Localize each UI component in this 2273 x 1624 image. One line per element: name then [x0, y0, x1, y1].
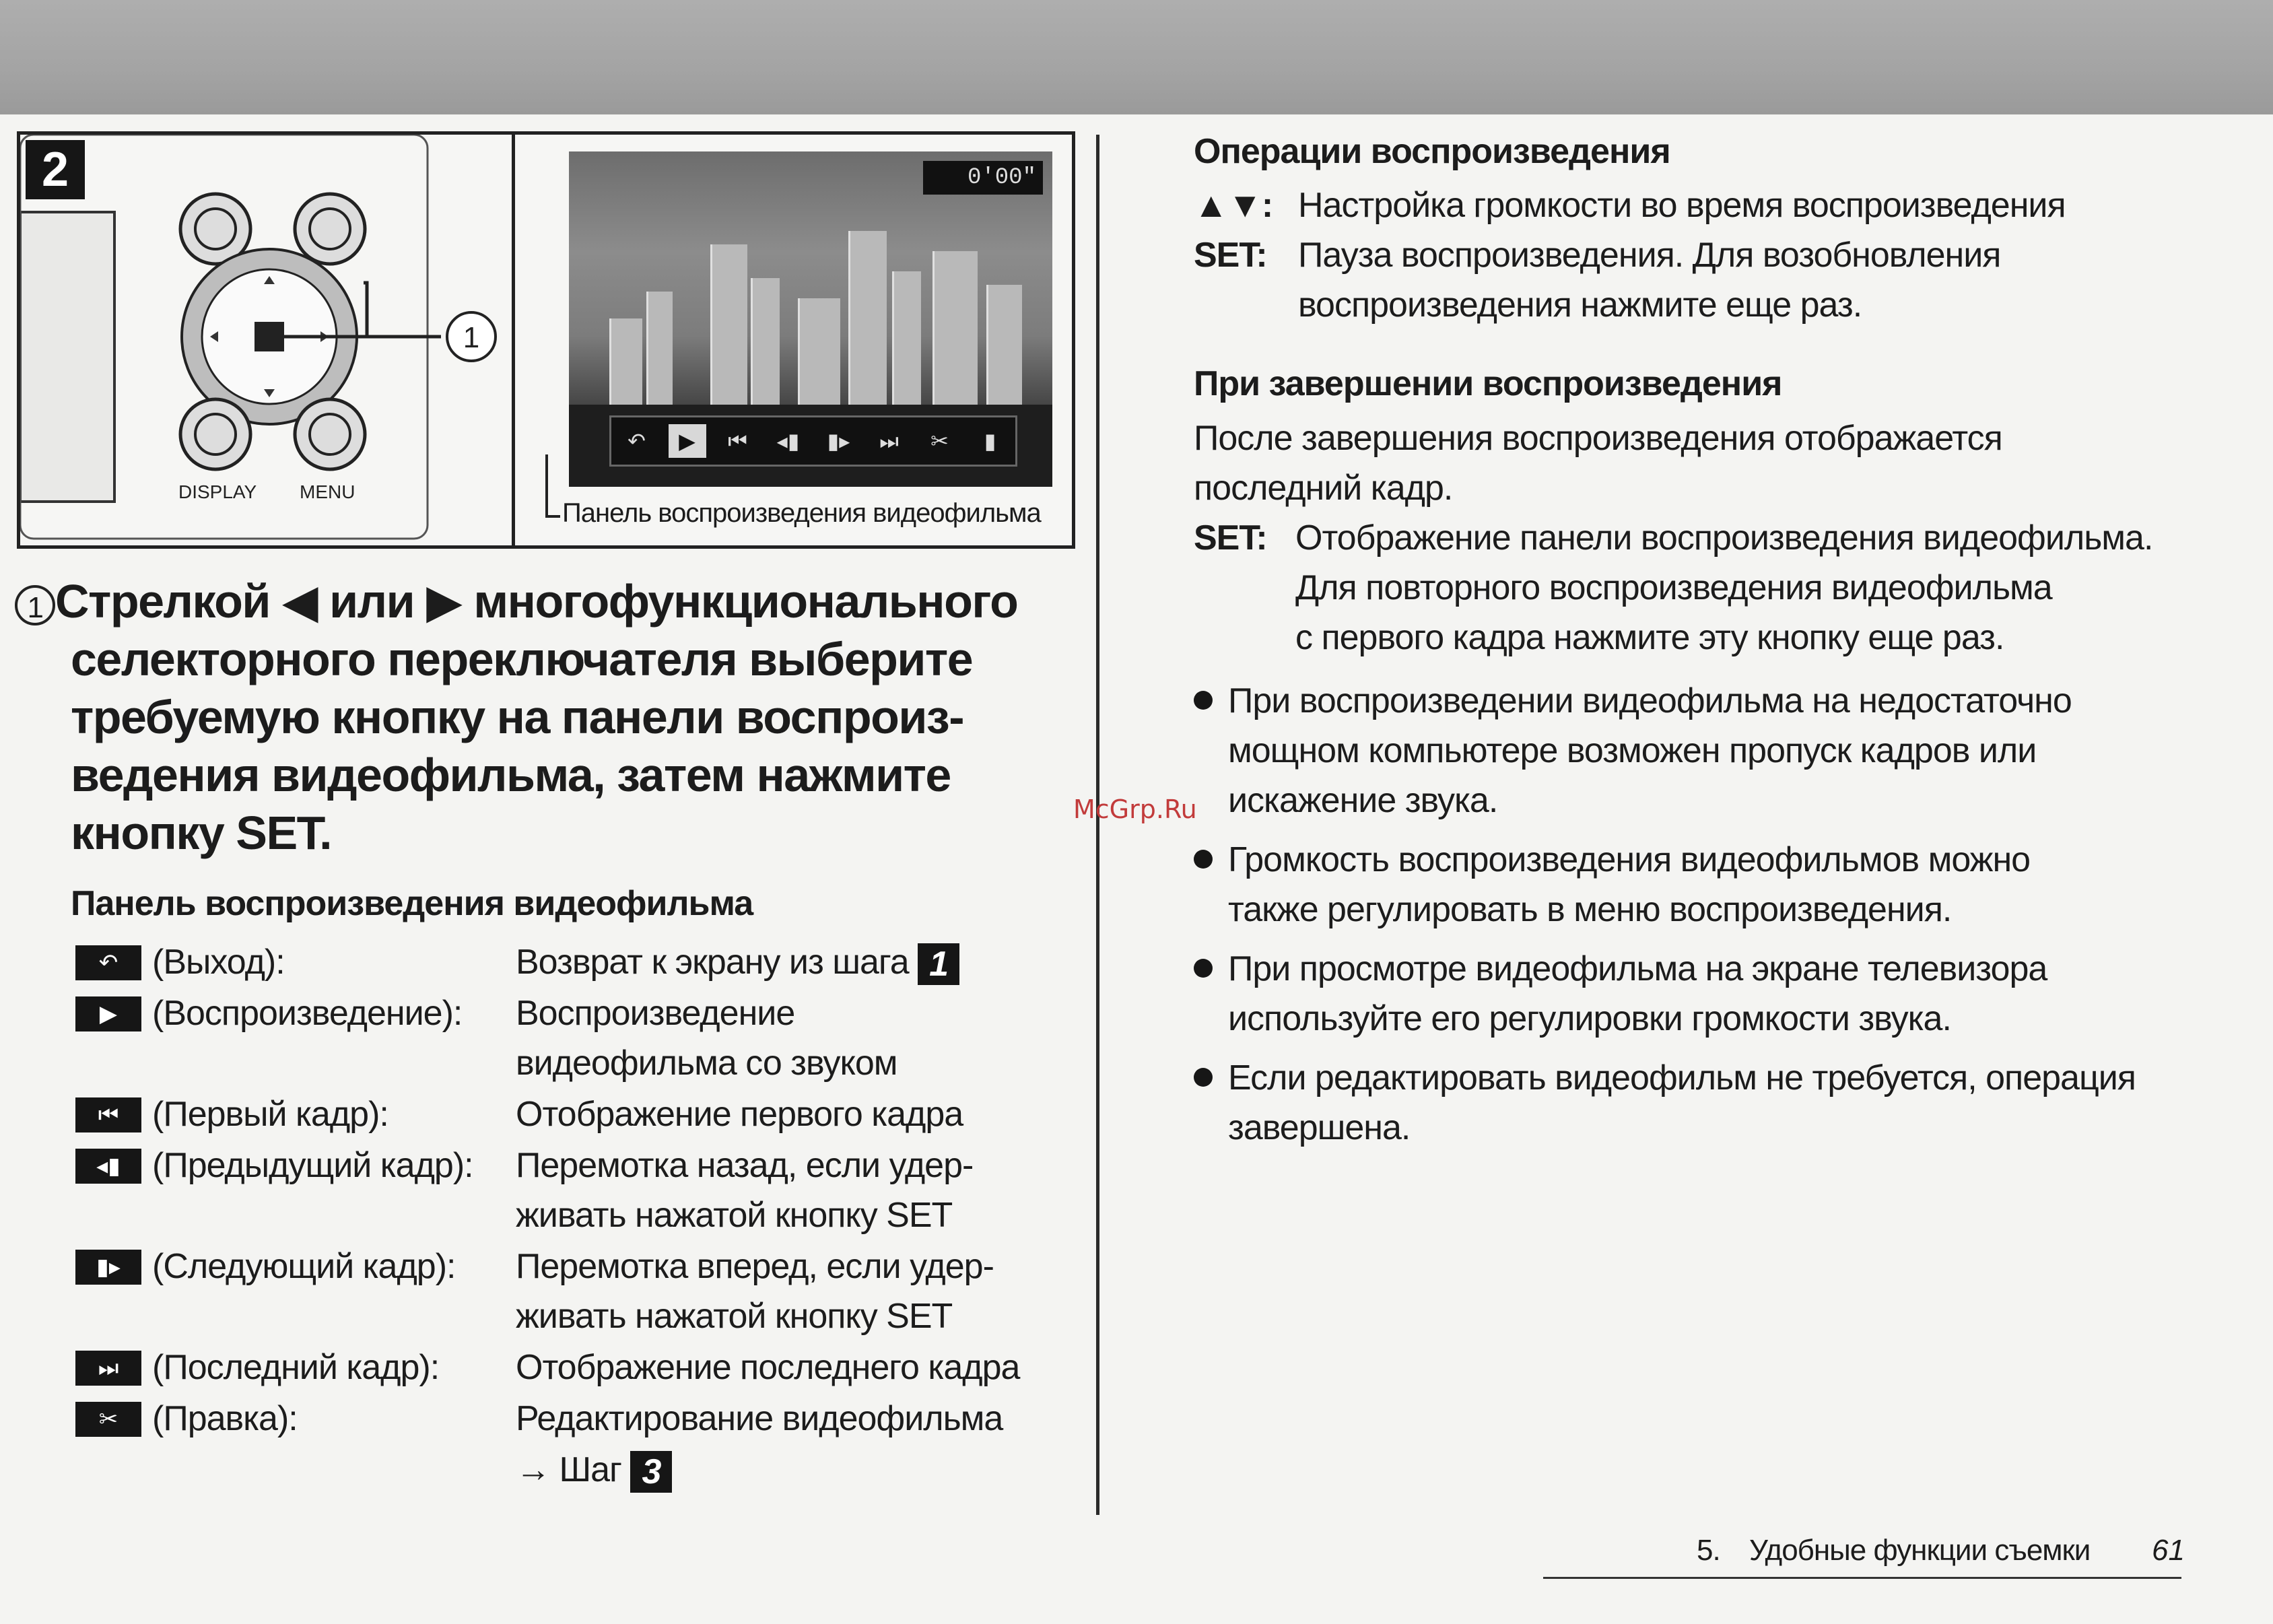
- bullet-4-line-2: завершена.: [1228, 1108, 1411, 1147]
- caption-leader-line: [545, 454, 560, 518]
- bullet-3-line-2: используйте его регулировки громкости звука.: [1228, 999, 1951, 1038]
- volume-icon: ▮: [984, 429, 996, 453]
- exit-icon: ↶: [75, 945, 141, 980]
- scissors-icon: ✂: [930, 429, 949, 453]
- bullet-1-line-1: При воспроизведении видеофильма на недостаточно: [1228, 681, 2072, 720]
- instruction-line-5: кнопку SET.: [71, 807, 332, 859]
- bullet-dot: [1194, 959, 1213, 978]
- instruction-line-4: ведения видеофильма, затем нажмите: [71, 749, 951, 801]
- last-frame-icon: ⏭: [75, 1351, 141, 1386]
- item-label-play: (Воспроизведение):: [152, 994, 463, 1033]
- previous-frame-icon: ◂▮: [776, 429, 800, 453]
- item-desc-exit: Возврат к экрану из шага 1: [516, 937, 959, 987]
- item-label-first: (Первый кадр):: [152, 1095, 388, 1134]
- instruction-line-3: требуемую кнопку на панели воспроиз-: [71, 691, 964, 743]
- step-3-badge: 3: [630, 1451, 672, 1493]
- figure-caption: Панель воспроизведения видеофильма: [562, 498, 1041, 528]
- step-figure: [17, 131, 1075, 549]
- item-desc-previous-1: Перемотка назад, если удер-: [516, 1146, 974, 1185]
- play-icon: ▶: [75, 996, 141, 1031]
- last-frame-icon: ⏭: [879, 429, 899, 453]
- item-label-exit: (Выход):: [152, 943, 285, 982]
- item-desc-edit-1: Редактирование видеофильма: [516, 1399, 1003, 1438]
- page-number: 61: [2152, 1534, 2185, 1567]
- item-desc-last: Отображение последнего кадра: [516, 1348, 1020, 1387]
- watermark[interactable]: McGrp.Ru: [1073, 794, 1197, 824]
- bullet-2-line-1: Громкость воспроизведения видеофильмов можно: [1228, 840, 2031, 879]
- scissors-icon: ✂: [75, 1402, 141, 1437]
- callout-number: 1: [463, 321, 480, 354]
- menu-button-label: MENU: [300, 481, 355, 502]
- ops-pause-line-1: Пауза воспроизведения. Для возобновления: [1298, 236, 2001, 275]
- next-frame-icon: ▮▸: [827, 429, 850, 453]
- item-label-previous: (Предыдущий кадр):: [152, 1146, 473, 1185]
- bullet-dot: [1194, 850, 1213, 869]
- item-label-next: (Следующий кадр):: [152, 1247, 456, 1286]
- elapsed-time: 0'00": [923, 161, 1043, 195]
- panel-heading: Панель воспроизведения видеофильма: [71, 884, 753, 923]
- bullet-2-line-2: также регулировать в меню воспроизведения.: [1228, 890, 1952, 929]
- item-desc-first: Отображение первого кадра: [516, 1095, 963, 1134]
- footer-section-title: Удобные функции съемки: [1749, 1534, 2091, 1567]
- footer-rule: [1543, 1577, 2181, 1579]
- ops-volume-desc: Настройка громкости во время воспроизведения: [1298, 186, 2066, 225]
- first-frame-icon: ⏮: [75, 1097, 141, 1132]
- set-key-end: SET:: [1194, 518, 1267, 557]
- item-label-last: (Последний кадр):: [152, 1348, 440, 1387]
- instruction-line-2: селекторного переключателя выберите: [71, 633, 973, 685]
- bullet-1-line-3: искажение звука.: [1228, 781, 1498, 820]
- item-desc-next-1: Перемотка вперед, если удер-: [516, 1247, 994, 1286]
- first-frame-icon: ⏮: [728, 429, 747, 453]
- previous-frame-icon: ◂▮: [75, 1149, 141, 1184]
- playback-control-bar: [609, 415, 1017, 467]
- bullet-3-line-1: При просмотре видеофильма на экране телевизора: [1228, 949, 2047, 988]
- item-label-edit: (Правка):: [152, 1399, 298, 1438]
- item-desc-next-2: живать нажатой кнопку SET: [516, 1297, 953, 1336]
- exit-icon: ↶: [627, 429, 646, 453]
- figure-divider: [512, 135, 515, 545]
- display-button-label: DISPLAY: [178, 481, 257, 502]
- item-desc-edit-2: → Шаг 3: [516, 1445, 672, 1495]
- column-divider: [1096, 135, 1099, 1515]
- bullet-dot: [1194, 1068, 1213, 1087]
- end-line-2: последний кадр.: [1194, 469, 1453, 508]
- end-line-1: После завершения воспроизведения отображается: [1194, 419, 2002, 458]
- end-set-line-2: Для повторного воспроизведения видеофильма: [1295, 568, 2052, 607]
- instruction-line-1: 1 Стрелкой ◀ или ▶ многофункционального: [15, 572, 1017, 630]
- ops-pause-line-2: воспроизведения нажмите еще раз.: [1298, 285, 1862, 325]
- set-key-pause: SET:: [1194, 236, 1267, 275]
- footer-section-number: 5.: [1697, 1534, 1720, 1567]
- play-icon: ▶: [669, 424, 706, 458]
- instruction-number: 1: [15, 585, 55, 625]
- bullet-1-line-2: мощном компьютере возможен пропуск кадров или: [1228, 731, 2037, 770]
- item-desc-play-2: видеофильма со звуком: [516, 1044, 897, 1083]
- end-set-line-1: Отображение панели воспроизведения видеофильма.: [1295, 518, 2153, 557]
- bullet-4-line-1: Если редактировать видеофильм не требуется, операция: [1228, 1058, 2136, 1097]
- bullet-dot: [1194, 691, 1213, 710]
- next-frame-icon: ▮▸: [75, 1250, 141, 1285]
- lcd-screen: [569, 151, 1052, 487]
- top-gray-band: [0, 0, 2273, 114]
- volume-arrows-key: ▲▼:: [1194, 186, 1273, 225]
- step-badge: 2: [26, 140, 85, 199]
- camera-back-illustration: [20, 135, 510, 545]
- item-desc-previous-2: живать нажатой кнопку SET: [516, 1196, 953, 1235]
- item-desc-play-1: Воспроизведение: [516, 994, 795, 1033]
- end-heading: При завершении воспроизведения: [1194, 364, 1782, 403]
- step-1-badge: 1: [918, 943, 959, 985]
- ops-heading: Операции воспроизведения: [1194, 132, 1670, 171]
- end-set-line-3: с первого кадра нажмите эту кнопку еще раз.: [1295, 618, 2004, 657]
